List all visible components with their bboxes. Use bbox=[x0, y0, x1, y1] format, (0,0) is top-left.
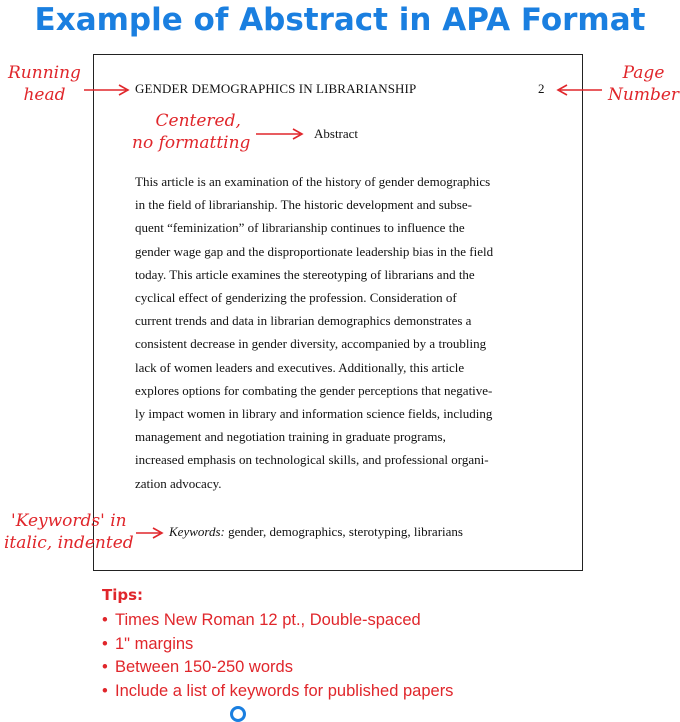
tip-item bbox=[102, 609, 453, 633]
abstract-line: cyclical effect of genderizing the profession. Consideration of bbox=[135, 290, 457, 306]
abstract-body bbox=[135, 170, 547, 495]
abstract-line: ly impact women in library and information science fields, including bbox=[135, 406, 493, 422]
tip-text: Include a list of keywords for published papers bbox=[115, 681, 454, 700]
centered-annotation bbox=[132, 110, 250, 154]
tip-item bbox=[102, 656, 453, 680]
abstract-line: in the field of librarianship. The historic development and subse- bbox=[135, 197, 472, 213]
tips-list bbox=[102, 609, 453, 703]
abstract-line: increased emphasis on technological skills, and professional organi- bbox=[135, 452, 489, 468]
keywords-annotation bbox=[4, 510, 134, 554]
abstract-line: current trends and data in librarian demographics demonstrates a bbox=[135, 313, 472, 329]
abstract-line: zation advocacy. bbox=[135, 475, 222, 491]
abstract-heading: Abstract bbox=[314, 126, 359, 141]
tip-text: 1" margins bbox=[115, 634, 194, 653]
annotation-line: italic, indented bbox=[4, 533, 134, 553]
annotation-line: head bbox=[23, 85, 66, 105]
abstract-line: explores options for combating the gender perceptions that negative- bbox=[135, 382, 493, 398]
abstract-line: lack of women leaders and executives. Additionally, this article bbox=[135, 359, 465, 375]
annotation-line: Number bbox=[608, 85, 680, 105]
annotation-line: Page bbox=[622, 63, 665, 83]
bullet-icon: • bbox=[102, 634, 108, 653]
keywords-label: Keywords: bbox=[169, 524, 225, 539]
running-head-annotation bbox=[8, 62, 81, 106]
bullet-icon: • bbox=[102, 681, 108, 700]
abstract-line: gender wage gap and the disproportionate leadership bias in the field bbox=[135, 243, 494, 259]
arrow-right-icon bbox=[256, 127, 308, 141]
keywords-line bbox=[169, 524, 463, 540]
arrow-left-icon bbox=[554, 83, 604, 97]
running-head: GENDER DEMOGRAPHICS IN LIBRARIANSHIP bbox=[135, 81, 417, 96]
tip-item bbox=[102, 680, 453, 704]
circle-logo-icon bbox=[230, 706, 246, 722]
annotation-line: no formatting bbox=[132, 133, 251, 153]
tip-text: Times New Roman 12 pt., Double-spaced bbox=[115, 611, 421, 629]
bullet-icon: • bbox=[102, 611, 108, 629]
bullet-icon: • bbox=[102, 658, 108, 676]
abstract-line: management and negotiation training in graduate programs, bbox=[135, 429, 446, 445]
arrow-right-icon bbox=[136, 526, 168, 540]
tips-title: Tips: bbox=[102, 586, 144, 604]
abstract-line: quent “feminization” of librarianship continues to influence the bbox=[135, 220, 465, 236]
keywords-text: gender, demographics, sterotyping, librarians bbox=[224, 524, 463, 539]
abstract-line: This article is an examination of the history of gender demographics bbox=[135, 174, 491, 189]
annotation-line: Running bbox=[8, 63, 81, 83]
annotation-line: Centered, bbox=[155, 111, 241, 131]
page-number: 2 bbox=[538, 81, 545, 96]
page-title: Example of Abstract in APA Format bbox=[34, 2, 646, 38]
abstract-line: consistent decrease in gender diversity, accompanied by a troubling bbox=[135, 336, 487, 352]
tip-text: Between 150-250 words bbox=[115, 658, 293, 676]
tip-item bbox=[102, 633, 453, 657]
abstract-line: today. This article examines the stereotyping of librarians and the bbox=[135, 266, 475, 282]
arrow-right-icon bbox=[84, 83, 134, 97]
annotation-line: 'Keywords' in bbox=[11, 511, 127, 531]
page-number-annotation bbox=[608, 62, 679, 106]
